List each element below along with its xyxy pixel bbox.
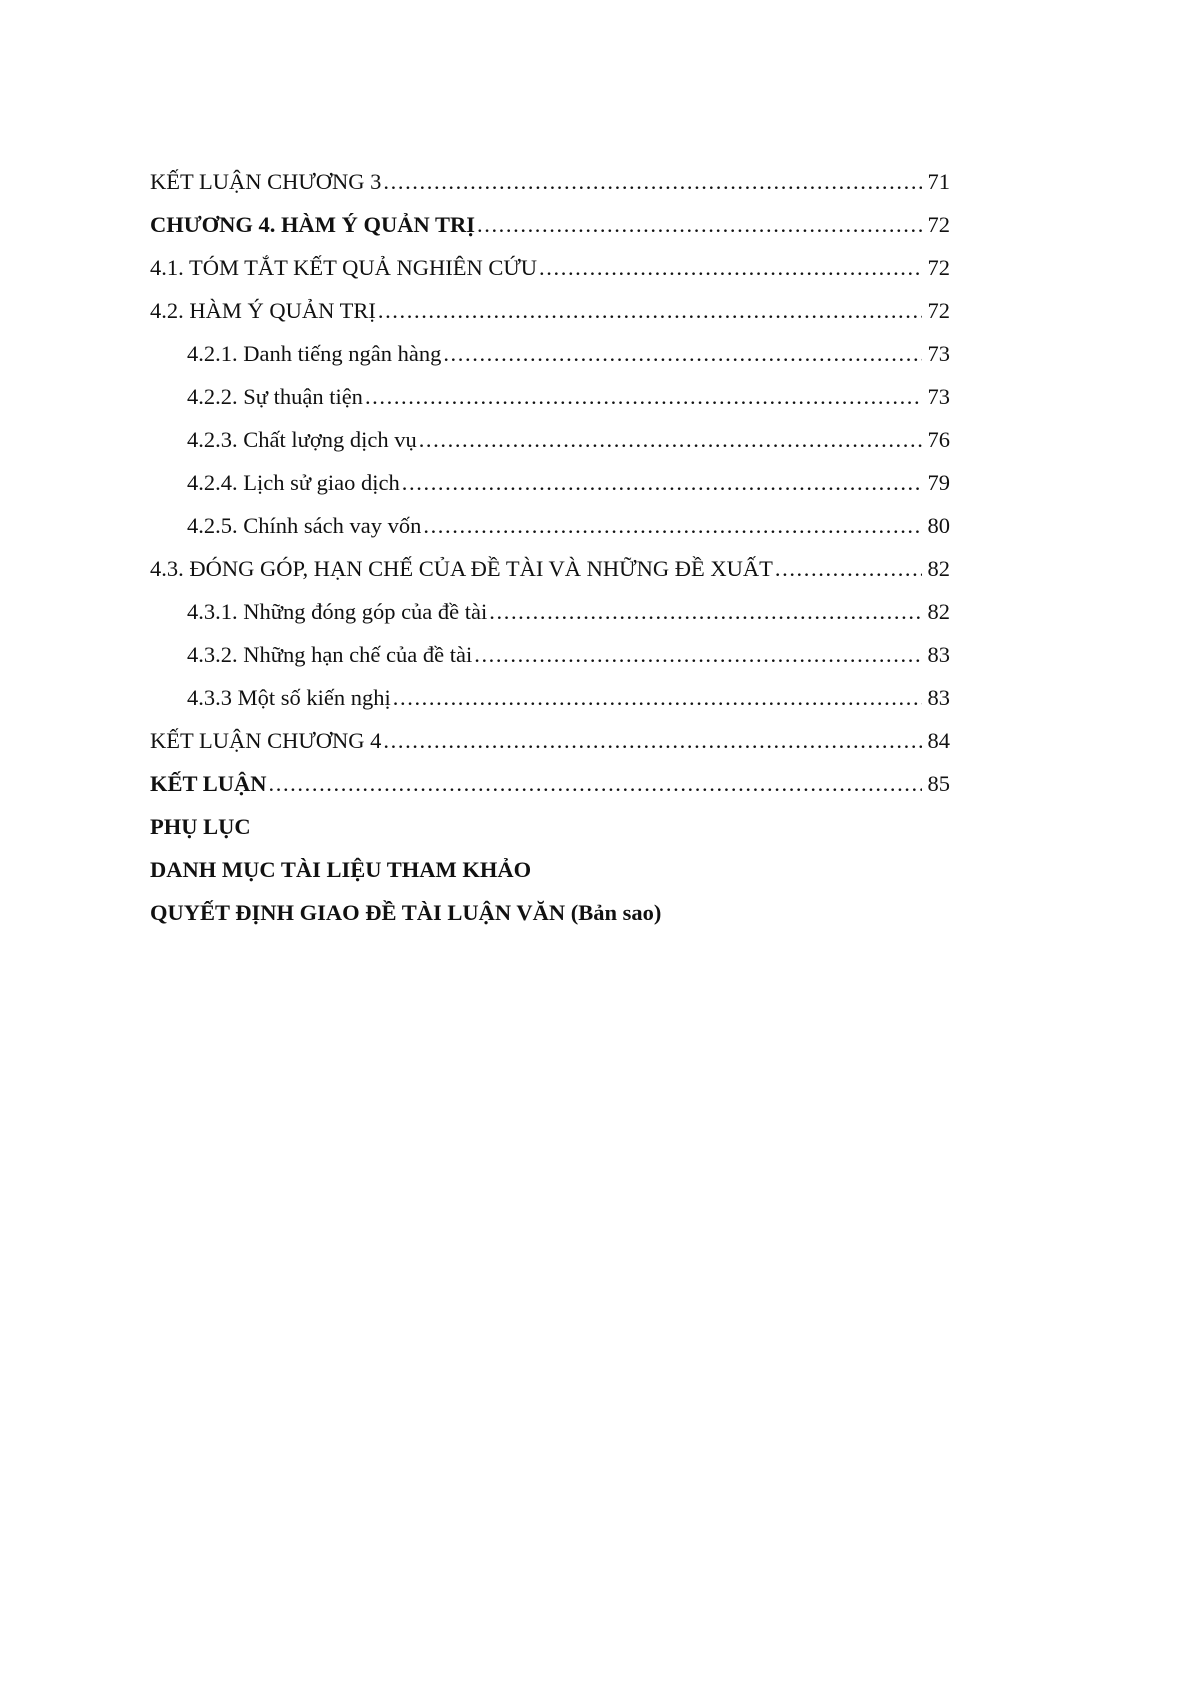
toc-page-number: 82 [927, 599, 950, 624]
toc-entry-4-3-2[interactable] [150, 633, 950, 676]
toc-entry-4-2[interactable] [150, 289, 950, 332]
toc-page-number: 73 [927, 384, 950, 409]
toc-dot-leader [489, 590, 922, 633]
toc-entry-label: 4.2.4. Lịch sử giao dịch [187, 470, 400, 495]
toc-page-number: 73 [927, 341, 950, 366]
table-of-contents [150, 160, 950, 934]
toc-entry-label: DANH MỤC TÀI LIỆU THAM KHẢO [150, 857, 532, 882]
toc-entry-4-3-3[interactable] [150, 676, 950, 719]
toc-entry-label: 4.2.3. Chất lượng dịch vụ [187, 427, 417, 452]
toc-dot-leader [539, 246, 922, 289]
toc-entry-label: PHỤ LỤC [150, 814, 251, 839]
toc-entry-label: 4.3. ĐÓNG GÓP, HẠN CHẾ CỦA ĐỀ TÀI VÀ NHỮNG ĐỀ XUẤT [150, 556, 773, 581]
toc-dot-leader [477, 203, 922, 246]
toc-entry-label: KẾT LUẬN CHƯƠNG 4 [150, 728, 382, 753]
toc-entry-ket-luan[interactable] [150, 762, 950, 805]
toc-entry-ket-luan-chuong-3[interactable] [150, 160, 950, 203]
toc-page-number: 71 [927, 169, 950, 194]
toc-page-number: 72 [927, 298, 950, 323]
toc-entry-4-3-1[interactable] [150, 590, 950, 633]
toc-page-number: 76 [927, 427, 950, 452]
toc-page-number: 79 [927, 470, 950, 495]
toc-page-number: 84 [927, 728, 950, 753]
toc-page-number: 72 [927, 255, 950, 280]
toc-dot-leader [365, 375, 922, 418]
toc-entry-tai-lieu-tham-khao[interactable] [150, 848, 950, 891]
toc-entry-quyet-dinh-giao-de-tai[interactable] [150, 891, 950, 934]
toc-entry-label: 4.1. TÓM TẮT KẾT QUẢ NGHIÊN CỨU [150, 255, 538, 280]
toc-page-number: 85 [927, 771, 950, 796]
toc-entry-ket-luan-chuong-4[interactable] [150, 719, 950, 762]
toc-dot-leader [419, 418, 922, 461]
toc-dot-leader [383, 719, 922, 762]
toc-entry-4-1[interactable] [150, 246, 950, 289]
toc-entry-label: 4.3.1. Những đóng góp của đề tài [187, 599, 488, 624]
toc-entry-label: QUYẾT ĐỊNH GIAO ĐỀ TÀI LUẬN VĂN (Bản sao) [150, 900, 662, 925]
toc-entry-label: 4.2.1. Danh tiếng ngân hàng [187, 341, 442, 366]
toc-entry-4-2-1[interactable] [150, 332, 950, 375]
toc-entry-4-3[interactable] [150, 547, 950, 590]
toc-page-number: 80 [927, 513, 950, 538]
toc-page-number: 82 [927, 556, 950, 581]
toc-dot-leader [402, 461, 922, 504]
toc-entry-chuong-4[interactable] [150, 203, 950, 246]
toc-entry-4-2-3[interactable] [150, 418, 950, 461]
toc-dot-leader [269, 762, 923, 805]
toc-page-number: 83 [927, 642, 950, 667]
toc-dot-leader [474, 633, 922, 676]
toc-entry-label: 4.2.5. Chính sách vay vốn [187, 513, 422, 538]
toc-page-number: 72 [927, 212, 950, 237]
toc-entry-label: CHƯƠNG 4. HÀM Ý QUẢN TRỊ [150, 212, 475, 237]
toc-entry-phu-luc[interactable] [150, 805, 950, 848]
toc-entry-label: KẾT LUẬN [150, 771, 267, 796]
toc-entry-label: 4.2.2. Sự thuận tiện [187, 384, 363, 409]
toc-dot-leader [423, 504, 922, 547]
toc-entry-4-2-2[interactable] [150, 375, 950, 418]
toc-page-number: 83 [927, 685, 950, 710]
toc-entry-4-2-4[interactable] [150, 461, 950, 504]
toc-entry-label: 4.2. HÀM Ý QUẢN TRỊ [150, 298, 376, 323]
toc-dot-leader [393, 676, 922, 719]
toc-dot-leader [443, 332, 922, 375]
toc-dot-leader [383, 160, 922, 203]
toc-entry-label: 4.3.2. Những hạn chế của đề tài [187, 642, 473, 667]
toc-dot-leader [775, 547, 922, 590]
toc-entry-label: KẾT LUẬN CHƯƠNG 3 [150, 169, 382, 194]
toc-entry-4-2-5[interactable] [150, 504, 950, 547]
toc-dot-leader [378, 289, 922, 332]
toc-entry-label: 4.3.3 Một số kiến nghị [187, 685, 391, 710]
